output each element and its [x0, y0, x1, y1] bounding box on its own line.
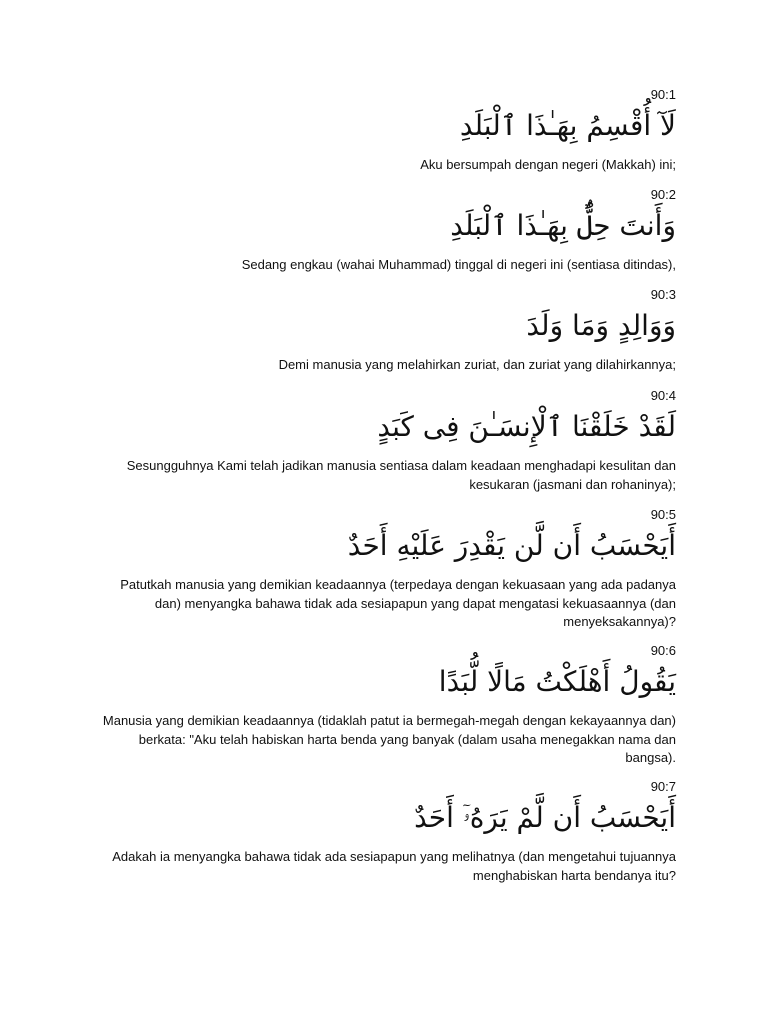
arabic-verse-text: وَوَالِدٍ وَمَا وَلَدَ: [526, 309, 676, 342]
verse-block: [96, 86, 676, 175]
verse-reference: 90:5: [650, 507, 676, 522]
arabic-verse-text: أَيَحْسَبُ أَن لَّمْ يَرَهُۥٓ أَحَدٌ: [414, 801, 676, 834]
verse-reference: 90:4: [650, 388, 676, 403]
verse-block: [96, 506, 676, 632]
verse-translation: Adakah ia menyangka bahawa tidak ada sesiapapun yang melihatnya (dan mengetahui tujuannya menghabiskan harta bendanya itu?: [112, 849, 676, 883]
verse-block: [96, 387, 676, 494]
verse-reference: 90:6: [650, 643, 676, 658]
arabic-verse-text: وَأَنتَ حِلٌّۢ بِهَـٰذَا ٱلْبَلَدِ: [450, 209, 676, 242]
arabic-verse-text: لَآ أُقْسِمُ بِهَـٰذَا ٱلْبَلَدِ: [459, 109, 676, 142]
verse-reference: 90:2: [650, 187, 676, 202]
verse-translation: Sedang engkau (wahai Muhammad) tinggal di negeri ini (sentiasa ditindas),: [241, 257, 676, 272]
arabic-verse-text: لَقَدْ خَلَقْنَا ٱلْإِنسَـٰنَ فِى كَبَدٍ: [377, 410, 676, 443]
verse-translation: Sesungguhnya Kami telah jadikan manusia sentiasa dalam keadaan menghadapi kesulitan dan kesukaran (jasmani dan rohaninya);: [126, 458, 676, 492]
verse-translation: Manusia yang demikian keadaannya (tidaklah patut ia bermegah-megah dengan kekayaannya dan) berkata: "Aku telah habiskan harta benda yang banyak (dalam usaha menegakkan nama dan bangsa).: [102, 713, 676, 765]
verse-block: [96, 286, 676, 375]
verse-block: [96, 778, 676, 885]
verse-reference: 90:1: [650, 87, 676, 102]
verse-translation: Demi manusia yang melahirkan zuriat, dan zuriat yang dilahirkannya;: [278, 357, 676, 372]
arabic-verse-text: يَقُولُ أَهْلَكْتُ مَالًا لُّبَدًا: [438, 665, 676, 698]
verse-block: [96, 642, 676, 768]
verse-reference: 90:7: [650, 779, 676, 794]
verse-translation: Patutkah manusia yang demikian keadaannya (terpedaya dengan kekuasaan yang ada padanya dan) menyangka bahawa tidak ada sesiapapun yang dapat mengatasi kekuasaannya (dan menyeksakannya)?: [120, 577, 676, 629]
verse-reference: 90:3: [650, 287, 676, 302]
verse-block: [96, 186, 676, 275]
verse-translation: Aku bersumpah dengan negeri (Makkah) ini;: [420, 157, 676, 172]
arabic-verse-text: أَيَحْسَبُ أَن لَّن يَقْدِرَ عَلَيْهِ أَحَدٌ: [347, 529, 676, 562]
